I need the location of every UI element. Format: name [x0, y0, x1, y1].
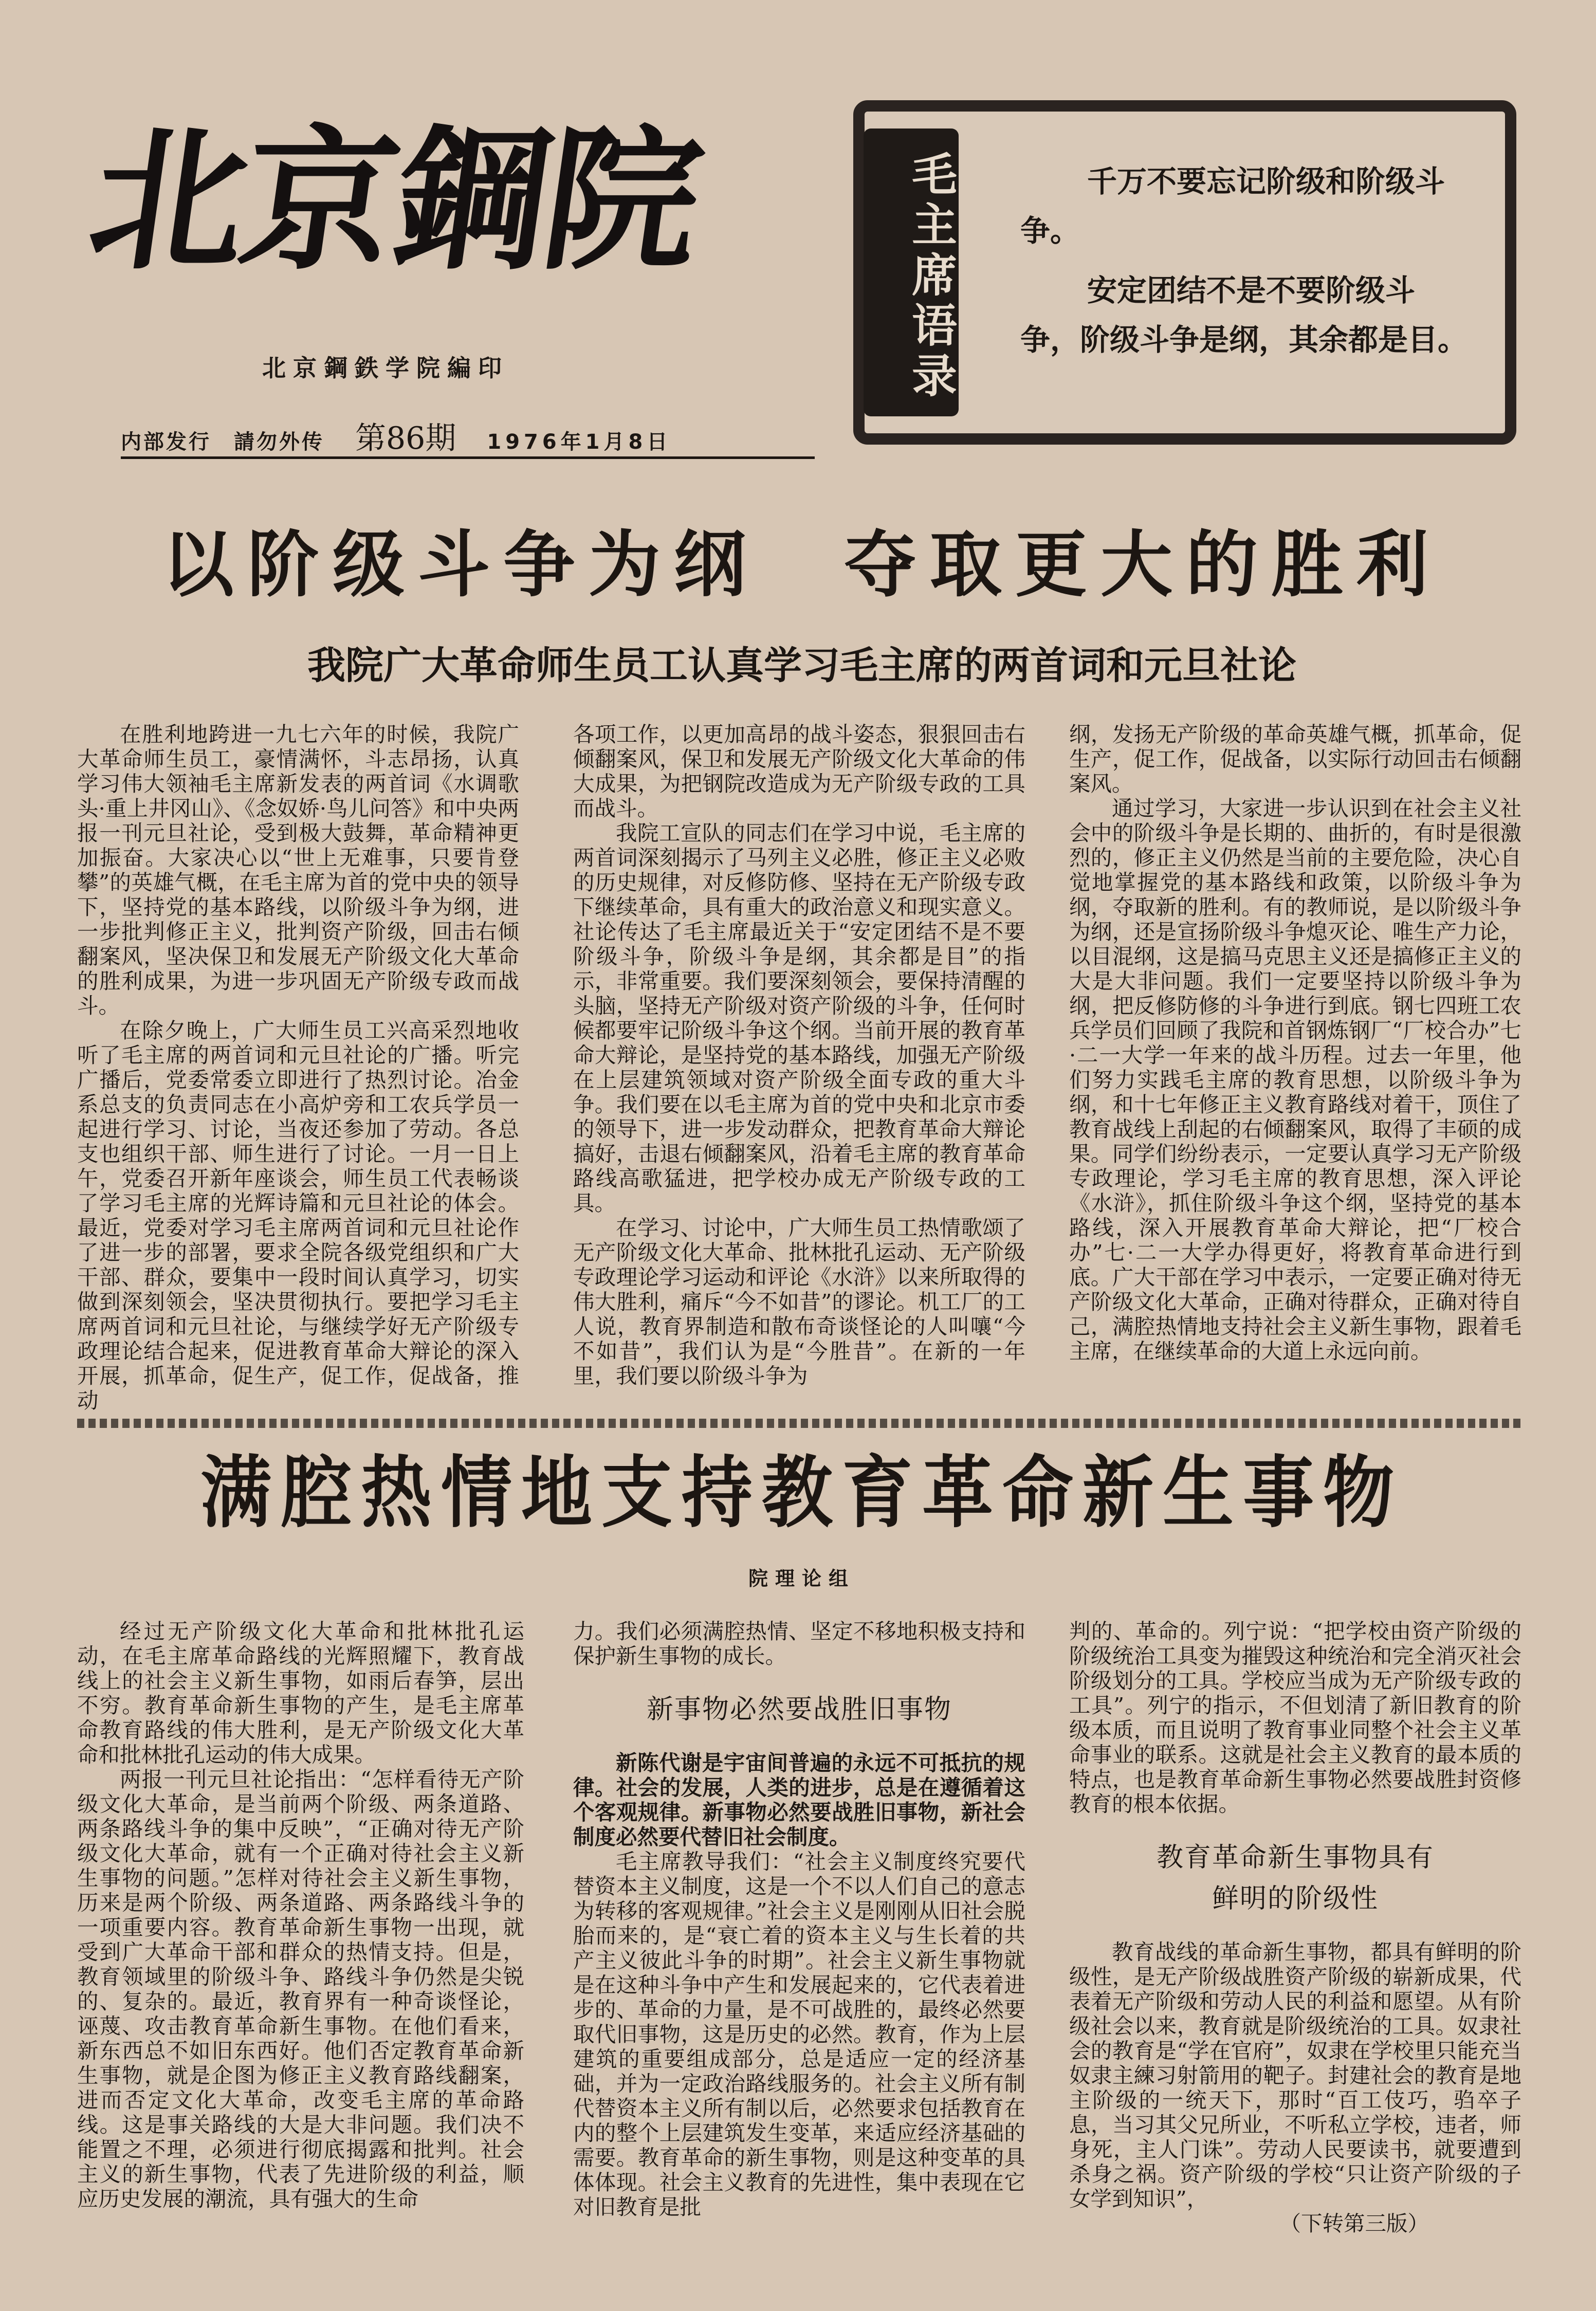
article1-column-1 [77, 722, 519, 1414]
paragraph: 经过无产阶级文化大革命和批林批孔运动，在毛主席革命路线的光辉照耀下，教育战线上的社会主义新生事物，如雨后春笋，层出不穷。教育革命新生事物的产生，是毛主席革命教育路线的伟大胜利，是无产阶级文化大革命和批林批孔运动的伟大成果。 [77, 1619, 524, 1767]
quotation-line-2: 安定团结不是不要阶级斗争，阶级斗争是纲，其余都是目。 [1020, 273, 1468, 357]
issue-line [121, 414, 702, 456]
article2-subhead-1: 新事物必然要战胜旧事物 [646, 1694, 952, 1725]
paragraph: 在胜利地跨进一九七六年的时候，我院广大革命师生员工，豪情满怀，斗志昂扬，认真学习伟大领袖毛主席新发表的两首词《水调歌头·重上井冈山》、《念奴娇·鸟儿问答》和中央两报一刊元旦社论，受到极大鼓舞，革命精神更加振奋。大家决心以“世上无难事，只要肯登攀”的英雄气概，在毛主席为首的党中央的领导下，坚持党的基本路线，以阶级斗争为纲，进一步批判修正主义，批判资产阶级，回击右倾翻案风，坚决保卫和发展无产阶级文化大革命的胜利成果，为进一步巩固无产阶级专政而战斗。 [77, 722, 519, 1018]
article2-subhead-2a: 教育革命新生事物具有 [1156, 1842, 1434, 1873]
paragraph: 毛主席教导我们：“社会主义制度终究要代替资本主义制度，这是一个不以人们自己的意志为转移的客观规律。”社会主义是刚刚从旧社会脱胎而来的，是“衰亡着的资本主义与生长着的共产主义彼此斗争的时期”。社会主义新生事物就是在这种斗争中产生和发展起来的，它代表着进步的、革命的力量，是不可战胜的，最终必然要取代旧事物，这是历史的必然。教育，作为上层建筑的重要组成部分，总是适应一定的经济基础，并为一定政治路线服务的。社会主义所有制代替资本主义所有制以后，必然要求包括教育在内的整个上层建筑发生变革，来适应经济基础的需要。教育革命的新生事物，则是这种变革的具体体现。社会主义教育的先进性，集中表现在它对旧教育是批 [573, 1849, 1025, 2220]
article1-subheadline: 我院广大革命师生员工认真学习毛主席的两首词和元旦社论 [307, 644, 1296, 688]
article1-column-3 [1069, 722, 1521, 1414]
paragraph: 力。我们必须满腔热情、坚定不移地积极支持和保护新生事物的成长。 [573, 1619, 1025, 1668]
paragraph: 通过学习，大家进一步认识到在社会主义社会中的阶级斗争是长期的、曲折的，有时是很激烈的，修正主义仍然是当前的主要危险，决心自觉地掌握党的基本路线和政策，以阶级斗争为纲，夺取新的胜利。有的教师说，是以阶级斗争为纲，还是宣扬阶级斗争熄灭论、唯生产力论，以目混纲，这是搞马克思主义还是搞修正主义的大是大非问题。我们一定要坚持以阶级斗争为纲，把反修防修的斗争进行到底。钢七四班工农兵学员们回顾了我院和首钢炼钢厂“厂校合办”七·二一大学一年来的战斗历程。过去一年里，他们努力实践毛主席的教育思想，以阶级斗争为纲，和十七年修正主义教育路线对着干，顶住了教育战线上刮起的右倾翻案风，取得了丰硕的成果。同学们纷纷表示，一定要认真学习无产阶级专政理论，学习毛主席的教育思想，深入评论《水浒》，抓住阶级斗争这个纲，坚持党的基本路线，深入开展教育革命大辩论，把“厂校合办”七·二一大学办得更好，将教育革命进行到底。广大干部在学习中表示，一定要正确对待无产阶级文化大革命，正确对待群众，正确对待自己，满腔热情地支持社会主义新生事物，跟着毛主席，在继续革命的大道上永远向前。 [1069, 796, 1521, 1364]
masthead-title: 北京鋼院 [79, 109, 710, 291]
publisher-line: 北京鋼鉄学院編印 [262, 354, 509, 382]
issue-date: 1976年1月8日 [487, 430, 672, 454]
article1-headline: 以阶级斗争为纲 夺取更大的胜利 [161, 523, 1442, 607]
article2-headline: 满腔热情地支持教育革命新生事物 [200, 1447, 1403, 1538]
quotation-line-1: 千万不要忘记阶级和阶级斗争。 [1020, 164, 1445, 248]
article2-column-2 [573, 1619, 1025, 2267]
internal-notice: 内部发行 請勿外传 [121, 430, 324, 454]
issue-rule [121, 456, 815, 459]
article2-column-1 [77, 1619, 524, 2267]
paragraph: 新陈代谢是宇宙间普遍的永远不可抵抗的规律。社会的发展，人类的进步，总是在遵循着这个客观规律。新事物必然要战胜旧事物，新社会制度必然要代替旧社会制度。 [573, 1750, 1025, 1849]
article2-subhead-2b: 鲜明的阶级性 [1212, 1883, 1379, 1914]
paragraph: 在除夕晚上，广大师生员工兴高采烈地收听了毛主席的两首词和元旦社论的广播。听完广播后，党委常委立即进行了热烈讨论。冶金系总支的负责同志在小高炉旁和工农兵学员一起进行学习、讨论，当夜还参加了劳动。各总支也组织干部、师生进行了讨论。一月一日上午，党委召开新年座谈会，师生员工代表畅谈了学习毛主席的光辉诗篇和元旦社论的体会。最近，党委对学习毛主席两首词和元旦社论作了进一步的部署，要求全院各级党组织和广大干部、群众，要集中一段时间认真学习，切实做到深刻领会，坚决贯彻执行。要把学习毛主席两首词和元旦社论，与继续学好无产阶级专政理论结合起来，促进教育革命大辩论的深入开展，抓革命，促生产，促工作，促战备，推动 [77, 1018, 519, 1413]
paragraph: 教育战线的革命新生事物，都具有鲜明的阶级性，是无产阶级战胜资产阶级的崭新成果，代表着无产阶级和劳动人民的利益和愿望。从有阶级社会以来，教育就是阶级统治的工具。奴隶社会的教育是“学在官府”，奴隶在学校里只能充当奴隶主練习射箭用的靶子。封建社会的教育是地主阶级的一统天下，那时“百工伎巧，驺卒子息，当习其父兄所业，不听私立学校，违者，师身死，主人门诛”。劳动人民要读书，就要遭到杀身之祸。资产阶级的学校“只让资产阶级的子女学到知识”， [1069, 1939, 1521, 2211]
continued-note: （下转第三版） [1279, 2211, 1429, 2236]
paragraph: 在学习、讨论中，广大师生员工热情歌颂了无产阶级文化大革命、批林批孔运动、无产阶级专政理论学习运动和评论《水浒》以来所取得的伟大胜利，痛斥“今不如昔”的谬论。机工厂的工人说，教育界制造和散布奇谈怪论的人叫嚷“今不如昔”，我们认为是“今胜昔”。在新的一年里，我们要以阶级斗争为 [573, 1215, 1025, 1388]
quotation-label: 毛主席语录 [905, 151, 958, 402]
article2-column-3 [1069, 1619, 1521, 2267]
issue-number: 第86期 [355, 420, 456, 456]
article2-byline: 院理论组 [748, 1567, 855, 1590]
article1-column-2 [573, 722, 1025, 1414]
paragraph: 各项工作，以更加高昂的战斗姿态，狠狠回击右倾翻案风，保卫和发展无产阶级文化大革命的伟大成果，为把钢院改造成为无产阶级专政的工具而战斗。 [573, 722, 1025, 821]
paragraph: 两报一刊元旦社论指出：“怎样看待无产阶级文化大革命，是当前两个阶级、两条道路、两条路线斗争的集中反映”，“正确对待无产阶级文化大革命，就有一个正确对待社会主义新生事物的问题。”怎样对待社会主义新生事物，历来是两个阶级、两条道路、两条路线斗争的一项重要内容。教育革命新生事物一出现，就受到广大革命干部和群众的热情支持。但是，教育领域里的阶级斗争、路线斗争仍然是尖锐的、复杂的。最近，教育界有一种奇谈怪论，诬蔑、攻击教育革命新生事物。在他们看来，新东西总不如旧东西好。他们否定教育革命新生事物，就是企图为修正主义教育路线翻案，进而否定文化大革命，改变毛主席的革命路线。这是事关路线的大是大非问题。我们决不能置之不理，必须进行彻底揭露和批判。社会主义的新生事物，代表了先进阶级的利益，顺应历史发展的潮流，具有强大的生命 [77, 1767, 524, 2211]
paragraph: 我院工宣队的同志们在学习中说，毛主席的两首词深刻揭示了马列主义必胜，修正主义必败的历史规律，对反修防修、坚持在无产阶级专政下继续革命，具有重大的政治意义和现实意义。社论传达了毛主席最近关于“安定团结不是不要阶级斗争，阶级斗争是纲，其余都是目”的指示，非常重要。我们要深刻领会，要保持清醒的头脑，坚持无产阶级对资产阶级的斗争，任何时候都要牢记阶级斗争这个纲。当前开展的教育革命大辩论，是坚持党的基本路线，加强无产阶级在上层建筑领域对资产阶级全面专政的重大斗争。我们要在以毛主席为首的党中央和北京市委的领导下，进一步发动群众，把教育革命大辩论搞好，击退右倾翻案风，沿着毛主席的教育革命路线高歌猛进，把学校办成无产阶级专政的工具。 [573, 820, 1025, 1216]
quotation-text [1020, 157, 1473, 375]
paragraph: 纲，发扬无产阶级的革命英雄气概，抓革命，促生产，促工作，促战备，以实际行动回击右倾翻案风。 [1069, 722, 1521, 796]
paragraph: 判的、革命的。列宁说：“把学校由资产阶级的阶级统治工具变为摧毁这种统治和完全消灭社会阶级划分的工具。学校应当成为无产阶级专政的工具”。列宁的指示，不但划清了新旧教育的阶级本质，而且说明了教育事业同整个社会主义革命事业的联系。这就是社会主义教育的最本质的特点，也是教育革命新生事物必然要战胜封资修教育的根本依据。 [1069, 1619, 1521, 1817]
section-divider [77, 1419, 1521, 1428]
